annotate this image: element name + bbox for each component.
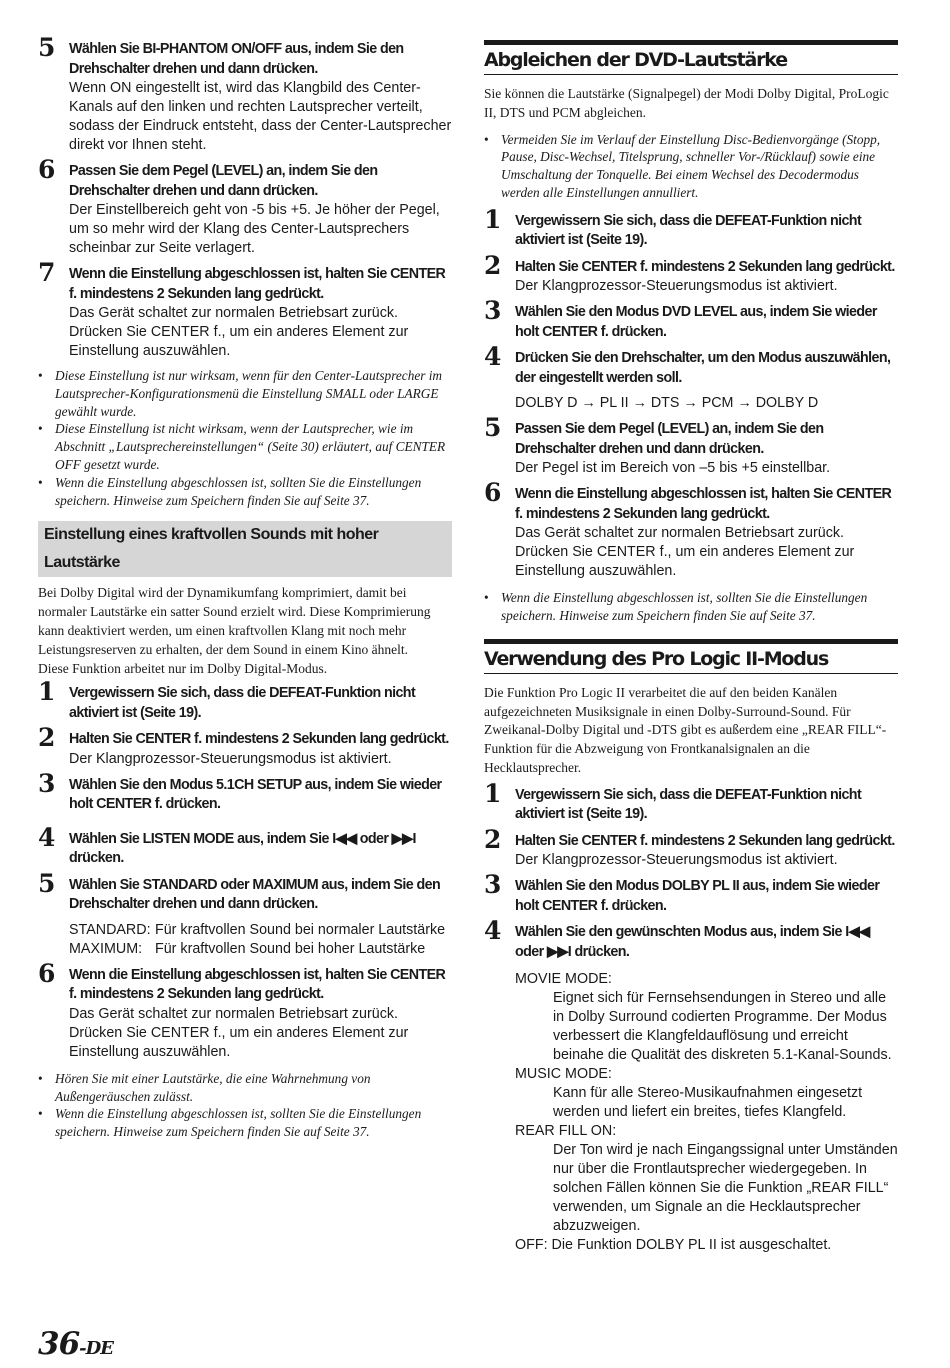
- step-title: Halten Sie CENTER f. mindestens 2 Sekunden lang gedrückt.: [515, 258, 895, 275]
- page-number-value: 36: [38, 1326, 80, 1362]
- step-number: 3: [484, 296, 502, 326]
- step-body: Der Einstellbereich geht von -5 bis +5. Je höher der Pegel, um so mehr wird der Klang des Center-Lautsprechers scheinbar zur Seite verlagert.: [69, 202, 440, 256]
- step-number: 1: [484, 204, 502, 234]
- note: • Hören Sie mit einer Lautstärke, die eine Wahrnehmung von Außengeräuschen zulässt.: [38, 1070, 452, 1106]
- step-number: 2: [484, 250, 502, 280]
- step-number: 5: [484, 413, 502, 443]
- step-title: Halten Sie CENTER f. mindestens 2 Sekunden lang gedrückt.: [69, 731, 449, 748]
- section-heading: Abgleichen der DVD-Lautstärke: [484, 40, 898, 75]
- step: [38, 958, 452, 1062]
- step: [38, 723, 452, 769]
- step: [484, 296, 898, 342]
- step-body: Der Klangprozessor-Steuerungsmodus ist aktiviert.: [69, 750, 392, 767]
- mode-term: MUSIC MODE:: [515, 1066, 612, 1083]
- step-title: Wenn die Einstellung abgeschlossen ist, halten Sie CENTER f. mindestens 2 Sekunden lang gedrückt.: [69, 266, 446, 302]
- note: • Wenn die Einstellung abgeschlossen ist, sollten Sie die Einstellungen speichern. Hinweise zum Speichern finden Sie auf Seite 37.: [38, 474, 452, 510]
- step: [38, 155, 452, 258]
- intro-paragraph: Die Funktion Pro Logic II verarbeitet die auf den beiden Kanälen aufgezeichneten Musiksignale in einen Dolby-Surround-Sound. Für Zweikanal-Dolby Digital und -DTS gibt es außerdem eine „REAR FILL“-Funktion für die Abzweigung von Frontkanalsignalen an die Hecklautsprecher.: [484, 684, 887, 776]
- mode-cycle: DOLBY D → PL II → DTS → PCM → DOLBY D: [515, 395, 819, 412]
- step-title: Passen Sie dem Pegel (LEVEL) an, indem Sie den Drehschalter drehen und dann drücken.: [515, 421, 824, 457]
- step: [484, 916, 898, 962]
- step-number: 5: [38, 868, 56, 898]
- definition-list: [38, 921, 452, 959]
- mode-desc: Kann für alle Stereo-Musikaufnahmen eingesetzt werden und liefert ein breites, tiefes Klangfeld.: [553, 1085, 863, 1121]
- mode-desc: Die Funktion DOLBY PL II ist ausgeschaltet.: [551, 1237, 832, 1254]
- intro-paragraph: Sie können die Lautstärke (Signalpegel) der Modi Dolby Digital, ProLogic II, DTS und PCM abgleichen.: [484, 86, 889, 120]
- step-title: Wählen Sie den Modus 5.1CH SETUP aus, indem Sie wieder holt CENTER f. drücken.: [69, 776, 442, 813]
- page-number: [38, 1326, 113, 1362]
- notes: [38, 1070, 452, 1141]
- step-title: Wählen Sie den gewünschten Modus aus, indem Sie I◀◀ oder ▶▶I drücken.: [515, 924, 870, 960]
- left-column: [38, 33, 452, 1141]
- step-number: 4: [38, 822, 56, 852]
- note: • Wenn die Einstellung abgeschlossen ist, sollten Sie die Einstellungen speichern. Hinweise zum Speichern finden Sie auf Seite 37.: [484, 589, 898, 625]
- note: • Diese Einstellung ist nur wirksam, wenn für den Center-Lautsprecher im Lautsprecher-Konfigurationsmenü die Einstellung SMALL oder LARGE gewählt wurde.: [38, 367, 452, 420]
- step-title: Wenn die Einstellung abgeschlossen ist, halten Sie CENTER f. mindestens 2 Sekunden lang gedrückt.: [515, 486, 892, 522]
- mode-off-row: [484, 1236, 898, 1255]
- step-title: Vergewissern Sie sich, dass die DEFEAT-Funktion nicht aktiviert ist (Seite 19).: [515, 212, 862, 249]
- definition-term: STANDARD:: [69, 921, 151, 938]
- step-number: 7: [38, 258, 56, 287]
- step-title: Drücken Sie den Drehschalter, um den Modus auszuwählen, der eingestellt werden soll.: [515, 350, 891, 386]
- step-title: Wählen Sie LISTEN MODE aus, indem Sie I◀◀ oder ▶▶I drücken.: [69, 830, 416, 867]
- step: [38, 258, 452, 361]
- intro-paragraph: Diese Funktion arbeitet nur im Dolby Digital-Modus.: [38, 660, 328, 676]
- definition-desc: Für kraftvollen Sound bei hoher Lautstärke: [155, 940, 426, 957]
- mode-desc: Eignet sich für Fernsehsendungen in Stereo und alle in Dolby Surround codierten Programme. Der Modus verbessert die Klangfeldauflösung und erreicht beinahe die Qualität des diskreten 5.1-Kanal-Sounds.: [553, 990, 892, 1064]
- note: • Vermeiden Sie im Verlauf der Einstellung Disc-Bedienvorgänge (Stopp, Pause, Disc-Wechsel, Titelsprung, schneller Vor-/Rücklauf) sowie eine Umschaltung der Tonquelle. Bei einem Wechsel des Decodermodus werden alle Einstellungen annulliert.: [484, 131, 898, 202]
- step: [38, 33, 452, 155]
- step: [484, 342, 898, 388]
- step-number: 6: [38, 155, 56, 184]
- step: [484, 478, 898, 581]
- step-number: 6: [38, 958, 56, 988]
- step: [38, 677, 452, 723]
- definition-term: MAXIMUM:: [69, 940, 143, 957]
- step-title: Wählen Sie BI-PHANTOM ON/OFF aus, indem Sie den Drehschalter drehen und dann drücken.: [69, 41, 404, 77]
- mode-desc: Der Ton wird je nach Eingangssignal unter Umständen nur über die Frontlautsprecher wiedergegeben. In solchen Fällen können Sie die Funktion „REAR FILL“ verwenden, um Signale an die Hecklautsprecher abzuzweigen.: [553, 1142, 898, 1235]
- note: • Diese Einstellung ist nicht wirksam, wenn der Lautsprecher, wie im Abschnitt „Lautsprechereinstellungen“ (Seite 30) erläutert, auf CENTER OFF gesetzt wurde.: [38, 420, 452, 473]
- step-title: Halten Sie CENTER f. mindestens 2 Sekunden lang gedrückt.: [515, 832, 895, 849]
- step-number: 1: [38, 677, 56, 707]
- subsection-heading: Einstellung eines kraftvollen Sounds mit hoher Lautstärke: [38, 521, 452, 577]
- mode-term: MOVIE MODE:: [515, 971, 612, 988]
- step-body: Wenn ON eingestellt ist, wird das Klangbild des Center-Kanals auf den linken und rechten Lautsprecher verteilt, sodass der Eindruck entsteht, dass der Center-Lautsprecher direkt vor Ihnen steht.: [69, 80, 452, 153]
- mode-list: [484, 970, 898, 1255]
- step-body: Das Gerät schaltet zur normalen Betriebsart zurück. Drücken Sie CENTER f., um ein anderes Element zur Einstellung auszuwählen.: [69, 1005, 409, 1060]
- step-title: Wenn die Einstellung abgeschlossen ist, halten Sie CENTER f. mindestens 2 Sekunden lang gedrückt.: [69, 966, 446, 1003]
- notes: [38, 367, 452, 509]
- step-title: Wählen Sie STANDARD oder MAXIMUM aus, indem Sie den Drehschalter drehen und dann drücken.: [69, 876, 441, 913]
- step: [484, 413, 898, 478]
- intro-paragraph: Bei Dolby Digital wird der Dynamikumfang komprimiert, damit bei normaler Lautstärke ein satter Sound erzielt wird. Diese Komprimierung kann deaktiviert werden, um einen kraftvollen Klang mit noch mehr Leistungsreserven zu erhalten, der dem Sound in einem Kino ähnelt.: [38, 585, 431, 657]
- step: [38, 822, 452, 869]
- step-body: Der Pegel ist im Bereich von –5 bis +5 einstellbar.: [515, 460, 831, 477]
- step: [484, 870, 898, 916]
- right-column: [484, 40, 898, 1255]
- step: [484, 250, 898, 297]
- step-number: 6: [484, 478, 502, 508]
- step: [38, 768, 452, 815]
- step-number: 3: [484, 870, 502, 900]
- section-heading: Verwendung des Pro Logic II-Modus: [484, 639, 898, 674]
- step: [38, 868, 452, 915]
- step-number: 3: [38, 768, 56, 798]
- page-number-suffix: -DE: [79, 1338, 113, 1359]
- mode-term: OFF:: [515, 1237, 548, 1254]
- note: • Wenn die Einstellung abgeschlossen ist, sollten Sie die Einstellungen speichern. Hinweise zum Speichern finden Sie auf Seite 37.: [38, 1105, 452, 1141]
- step-body: Das Gerät schaltet zur normalen Betriebsart zurück. Drücken Sie CENTER f., um ein anderes Element zur Einstellung auszuwählen.: [69, 305, 409, 359]
- step-number: 5: [38, 33, 56, 62]
- step-number: 1: [484, 778, 502, 808]
- step-body: Der Klangprozessor-Steuerungsmodus ist aktiviert.: [515, 278, 838, 295]
- step-body: Das Gerät schaltet zur normalen Betriebsart zurück. Drücken Sie CENTER f., um ein anderes Element zur Einstellung auszuwählen.: [515, 525, 855, 580]
- step: [484, 824, 898, 871]
- step-number: 4: [484, 342, 502, 372]
- step-title: Vergewissern Sie sich, dass die DEFEAT-Funktion nicht aktiviert ist (Seite 19).: [515, 786, 862, 823]
- step-body: Der Klangprozessor-Steuerungsmodus ist aktiviert.: [515, 852, 838, 869]
- mode-term: REAR FILL ON:: [515, 1123, 617, 1140]
- step-title: Wählen Sie den Modus DOLBY PL II aus, indem Sie wieder holt CENTER f. drücken.: [515, 878, 880, 914]
- step-title: Vergewissern Sie sich, dass die DEFEAT-Funktion nicht aktiviert ist (Seite 19).: [69, 685, 416, 721]
- step-number: 2: [484, 824, 502, 854]
- step: [484, 778, 898, 825]
- step-number: 4: [484, 916, 502, 946]
- step: [484, 204, 898, 251]
- step-title: Passen Sie dem Pegel (LEVEL) an, indem Sie den Drehschalter drehen und dann drücken.: [69, 163, 378, 199]
- step-number: 2: [38, 723, 56, 753]
- definition-desc: Für kraftvollen Sound bei normaler Lautstärke: [155, 921, 446, 938]
- step-title: Wählen Sie den Modus DVD LEVEL aus, indem Sie wieder holt CENTER f. drücken.: [515, 304, 877, 340]
